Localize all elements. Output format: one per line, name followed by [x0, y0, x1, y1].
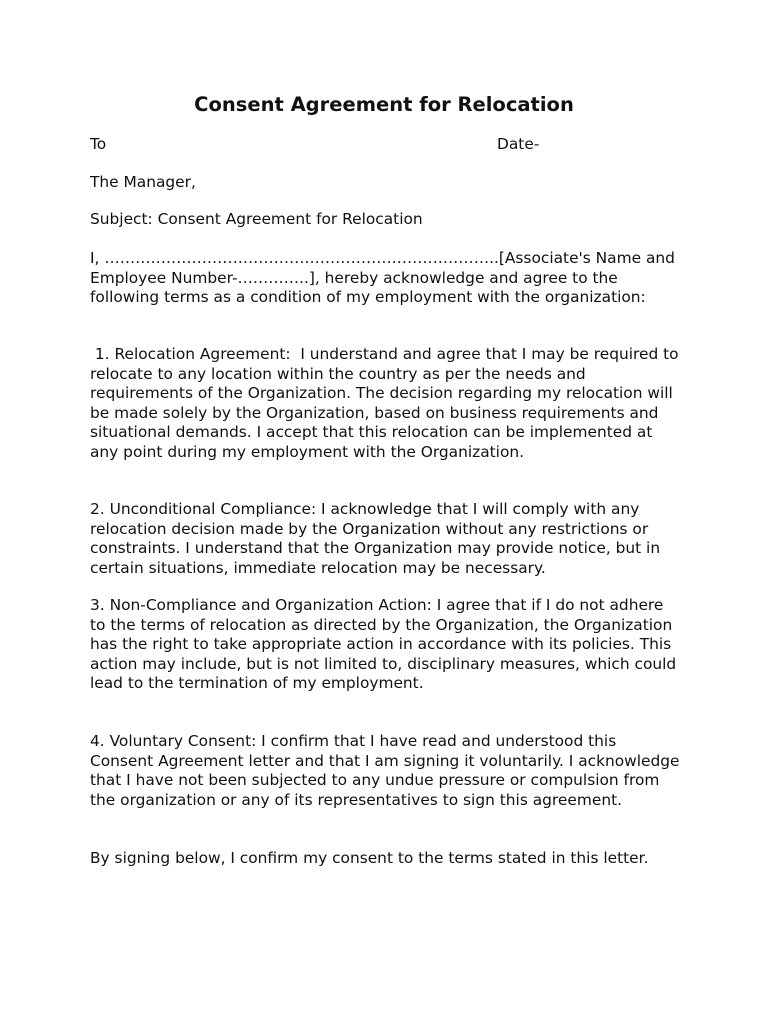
relocation-agreement-paragraph: 1. Relocation Agreement: I understand and agree that I may be required to relocate to any location within the country as per the needs and requirements of the Organization. The decision regarding my relocation will be made solely by the Organization, based on business requirements and situational demands. I accept that this relocation can be implemented at any point during my employment with the Organization. — [90, 345, 679, 461]
document-title: Consent Agreement for Relocation — [194, 93, 574, 116]
closing-paragraph: By signing below, I confirm my consent to the terms stated in this letter. — [90, 849, 649, 867]
intro-paragraph: I, …………………………………………………………………..[Associate's Name and Employee Number-…………..], hereby acknowledge and agree to the following terms as a condition of my employment with the organization: — [90, 249, 675, 307]
subject-line: Subject: Consent Agreement for Relocation — [90, 210, 423, 228]
unconditional-compliance-paragraph: 2. Unconditional Compliance: I acknowledge that I will comply with any relocation decision made by the Organization without any restrictions or constraints. I understand that the Organization may provide notice, but in certain situations, immediate relocation may be necessary. — [90, 500, 661, 577]
non-compliance-paragraph: 3. Non-Compliance and Organization Action: I agree that if I do not adhere to the terms of relocation as directed by the Organization, the Organization has the right to take appropriate action in accordance with its policies. This action may include, but is not limited to, disciplinary measures, which could lead to the termination of my employment. — [90, 596, 677, 693]
voluntary-consent-paragraph: 4. Voluntary Consent: I confirm that I have read and understood this Consent Agreement letter and that I am signing it voluntarily. I acknowledge that I have not been subjected to any undue pressure or compulsion from the organization or any of its representatives to sign this agreement. — [90, 732, 680, 809]
addressee-line: The Manager, — [90, 173, 196, 191]
date-label: Date- — [497, 135, 540, 153]
to-label: To — [90, 135, 107, 153]
